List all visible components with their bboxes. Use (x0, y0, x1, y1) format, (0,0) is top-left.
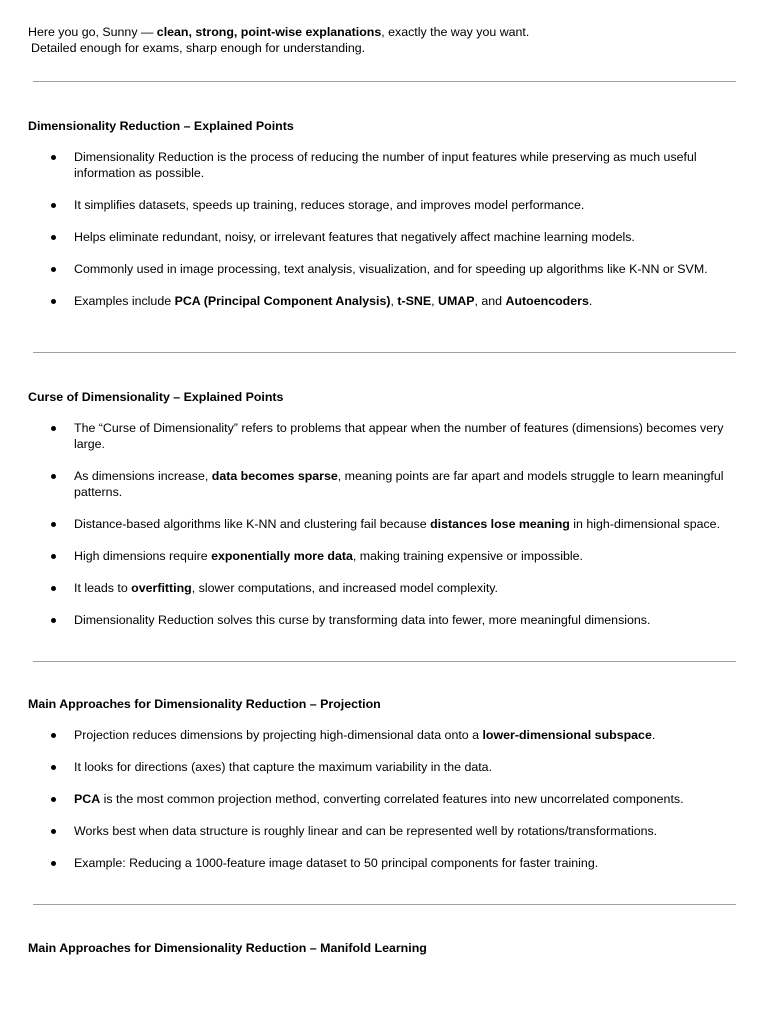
bullet-icon (51, 474, 56, 479)
point-text: in high-dimensional space. (569, 517, 721, 531)
bold-text: t-SNE (397, 294, 432, 308)
bullet-list (28, 727, 740, 871)
point-text: is the most common projection method, converting correlated features into new uncorrelated components. (100, 792, 684, 806)
bullet-point (28, 612, 740, 628)
bullet-icon (51, 203, 56, 208)
bullet-point (28, 759, 740, 775)
point-text: It looks for directions (axes) that capture the maximum variability in the data. (74, 760, 493, 774)
point-text: Dimensionality Reduction solves this curse by transforming data into fewer, more meaningful dimensions. (74, 613, 651, 627)
bullet-icon (51, 797, 56, 802)
bullet-icon (51, 586, 56, 591)
bullet-icon (51, 618, 56, 623)
point-text: , and (474, 294, 506, 308)
bullet-icon (51, 267, 56, 272)
point-text: Distance-based algorithms like K-NN and clustering fail because (74, 517, 431, 531)
bullet-icon (51, 235, 56, 240)
bullet-list (28, 420, 740, 628)
bullet-icon (51, 155, 56, 160)
intro-block (28, 24, 740, 56)
point-text: Dimensionality Reduction is the process of reducing the number of input features while preserving as much useful information as possible. (74, 150, 697, 180)
bullet-point (28, 261, 740, 277)
bullet-point (28, 580, 740, 596)
bullet-icon (51, 765, 56, 770)
intro-prefix: Here you go, Sunny — (28, 25, 157, 39)
bold-text: UMAP (438, 294, 475, 308)
bold-text: overfitting (131, 581, 192, 595)
point-text: Example: Reducing a 1000-feature image dataset to 50 principal components for faster training. (74, 856, 599, 870)
bullet-point (28, 293, 740, 309)
bold-text: exponentially more data (211, 549, 353, 563)
bullet-point (28, 420, 740, 452)
point-text: Projection reduces dimensions by projecting high-dimensional data onto a (74, 728, 483, 742)
bullet-icon (51, 861, 56, 866)
point-text: . (651, 728, 656, 742)
bold-text: PCA (74, 792, 101, 806)
bullet-point (28, 791, 740, 807)
point-text: As dimensions increase, (74, 469, 212, 483)
point-text: The “Curse of Dimensionality” refers to problems that appear when the number of features (dimensions) becomes very large. (74, 421, 724, 451)
section-divider (33, 904, 736, 905)
point-text: Helps eliminate redundant, noisy, or irrelevant features that negatively affect machine learning models. (74, 230, 635, 244)
bullet-point (28, 516, 740, 532)
intro-suffix: , exactly the way you want. (381, 25, 530, 39)
point-text: It simplifies datasets, speeds up training, reduces storage, and improves model performance. (74, 198, 585, 212)
point-text: Works best when data structure is roughly linear and can be represented well by rotations/transformations. (74, 824, 658, 838)
bullet-icon (51, 299, 56, 304)
section-heading: Main Approaches for Dimensionality Reduction – Projection (28, 697, 381, 711)
bullet-icon (51, 554, 56, 559)
point-text: , (390, 294, 398, 308)
bold-text: data becomes sparse (211, 469, 338, 483)
bold-text: PCA (Principal Component Analysis) (174, 294, 391, 308)
point-text: , making training expensive or impossible. (352, 549, 583, 563)
document-page (28, 24, 740, 956)
bullet-point (28, 548, 740, 564)
section-divider (33, 352, 736, 353)
bold-text: distances lose meaning (430, 517, 570, 531)
section-heading: Main Approaches for Dimensionality Reduction – Manifold Learning (28, 941, 427, 955)
bullet-icon (51, 426, 56, 431)
section-heading: Curse of Dimensionality – Explained Points (28, 390, 284, 404)
bullet-point (28, 727, 740, 743)
bullet-point (28, 197, 740, 213)
section-heading: Dimensionality Reduction – Explained Points (28, 119, 294, 133)
bullet-icon (51, 829, 56, 834)
point-text: , (431, 294, 439, 308)
bullet-point (28, 468, 740, 500)
bullet-point (28, 823, 740, 839)
bullet-point (28, 855, 740, 871)
point-text: Examples include (74, 294, 175, 308)
point-text: It leads to (74, 581, 132, 595)
point-text: , slower computations, and increased model complexity. (191, 581, 498, 595)
section-divider (33, 81, 736, 82)
bullet-icon (51, 733, 56, 738)
intro-bold: clean, strong, point-wise explanations (156, 25, 382, 39)
bullet-icon (51, 522, 56, 527)
point-text: . (588, 294, 593, 308)
sections-container (28, 81, 740, 956)
bold-text: Autoencoders (505, 294, 589, 308)
point-text: High dimensions require (74, 549, 212, 563)
section-divider (33, 661, 736, 662)
point-text: , meaning points are far apart and models struggle to learn meaningful patterns. (74, 469, 724, 499)
bold-text: lower-dimensional subspace (482, 728, 652, 742)
bullet-list (28, 149, 740, 309)
bullet-point (28, 229, 740, 245)
point-text: Commonly used in image processing, text analysis, visualization, and for speeding up algorithms like K-NN or SVM. (74, 262, 708, 276)
intro-line-2: Detailed enough for exams, sharp enough for understanding. (31, 41, 366, 55)
intro-line-1 (28, 24, 740, 40)
bullet-point (28, 149, 740, 181)
